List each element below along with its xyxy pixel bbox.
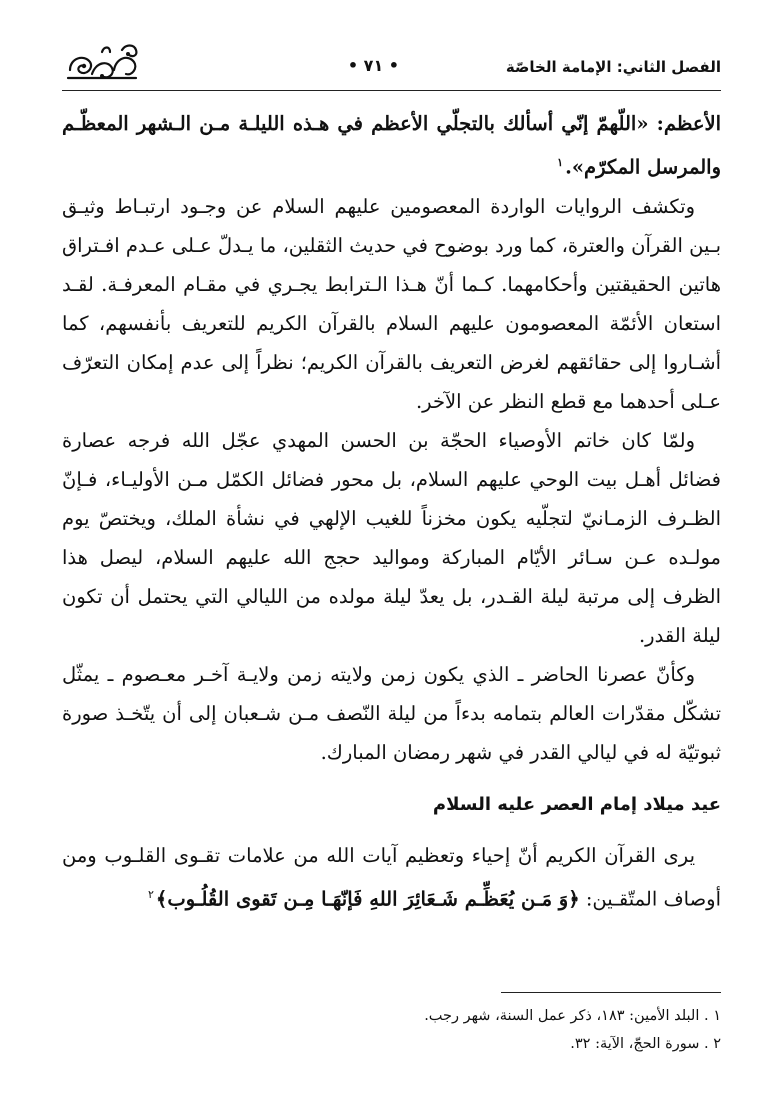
paragraph-2: وتكشف الروايات الواردة المعصومين عليهم السلام عن وجـود ارتبـاط وثيـق بـين القرآن والعترة، كما ورد بوضوح في حديث الثقلين، ما يـدلّ عـلى عـدم افـتراق هاتين الحقيقتين وأحكامهما. كـما أنّ هـذا الـترابط يجـري في مقـام المعرفـة. لقـد استعان الأئمّة المعصومون عليهم السلام بالقرآن الكريم للتعريف بأنفسهم، كما أشـاروا إلى حقائقهم لغرض التعريف بالقرآن الكريم؛ نظراً إلى عدم إمكان التعرّف عـلى أحدهما مع قطع النظر عن الآخر.: [62, 194, 721, 413]
footnote-divider: [501, 992, 721, 993]
paragraph-1-text: الأعظم: «اللّهمّ إنّي أسألك بالتجلّي الأعظم في هـذه الليلـة مـن الـشهر المعظّـم والمرسل المكرّم».: [62, 112, 721, 179]
section-heading: عيد ميلاد إمام العصر عليه السلام: [432, 793, 721, 815]
paragraph-5: [62, 836, 721, 919]
footnote-1: ١ . البلد الأمين: ١٨٣، ذكر عمل السنة، شهر رجب.: [424, 1008, 721, 1024]
header-divider: [62, 90, 721, 91]
footnote-ref-1: ١: [557, 156, 564, 169]
footnotes: [62, 1002, 721, 1058]
paragraph-3: ولمّا كان خاتم الأوصياء الحجّة بن الحسن المهدي عجّل الله فرجه عصارة فضائل أهـل بيت الوحي عليهم السلام، بل محور فضائل الكمّل مـن الأوليـاء، فـإنّ الظـرف الزمـانيّ لتجلّيه يكون مخزناً للغيب الإلهي في نشأة الملك، ويختصّ يوم مولـده عـن سـائر الأيّام المباركة ومواليد حجج الله عليهم السلام، ليصل هذا الظرف إلى مرتبة ليلة القـدر، بل يعدّ ليلة مولده من الليالي التي يحتمل أن تكون ليلة القدر.: [62, 428, 721, 647]
chapter-title: الفصل الثاني: الإمامة الخاصّة: [505, 58, 721, 76]
ornament-icon: [62, 40, 142, 86]
paragraph-5-text: يرى القرآن الكريم أنّ إحياء وتعظيم آيات الله من علامات تقـوى القلـوب ومن أوصاف المتّقـين:: [62, 843, 721, 910]
quran-verse: ﴿وَ مَـن يُعَظِّـم شَـعَائِرَ اللهِ فَإنّهَـا مِـن تَقوى القُلُـوب﴾: [155, 887, 580, 910]
main-text: [62, 104, 721, 918]
footnote-ref-2: ٢: [147, 887, 154, 901]
footnote-2: ٢ . سورة الحجّ، الآية: ٣٢.: [570, 1036, 721, 1052]
page-number: • ٧١ •: [347, 56, 399, 75]
paragraph-1: [62, 104, 721, 187]
paragraph-4: وكأنّ عصرنا الحاضر ـ الذي يكون زمن ولايته زمن ولايـة آخـر معـصوم ـ يمثّل تشكّل مقدّرات العالم بتمامه بدءاً من ليلة النّصف مـن شـعبان إلى أن يتّخـذ صورة ثبوتيّة له في ليالي القدر في شهر رمضان المبارك.: [62, 662, 721, 764]
page-header: [62, 40, 721, 90]
